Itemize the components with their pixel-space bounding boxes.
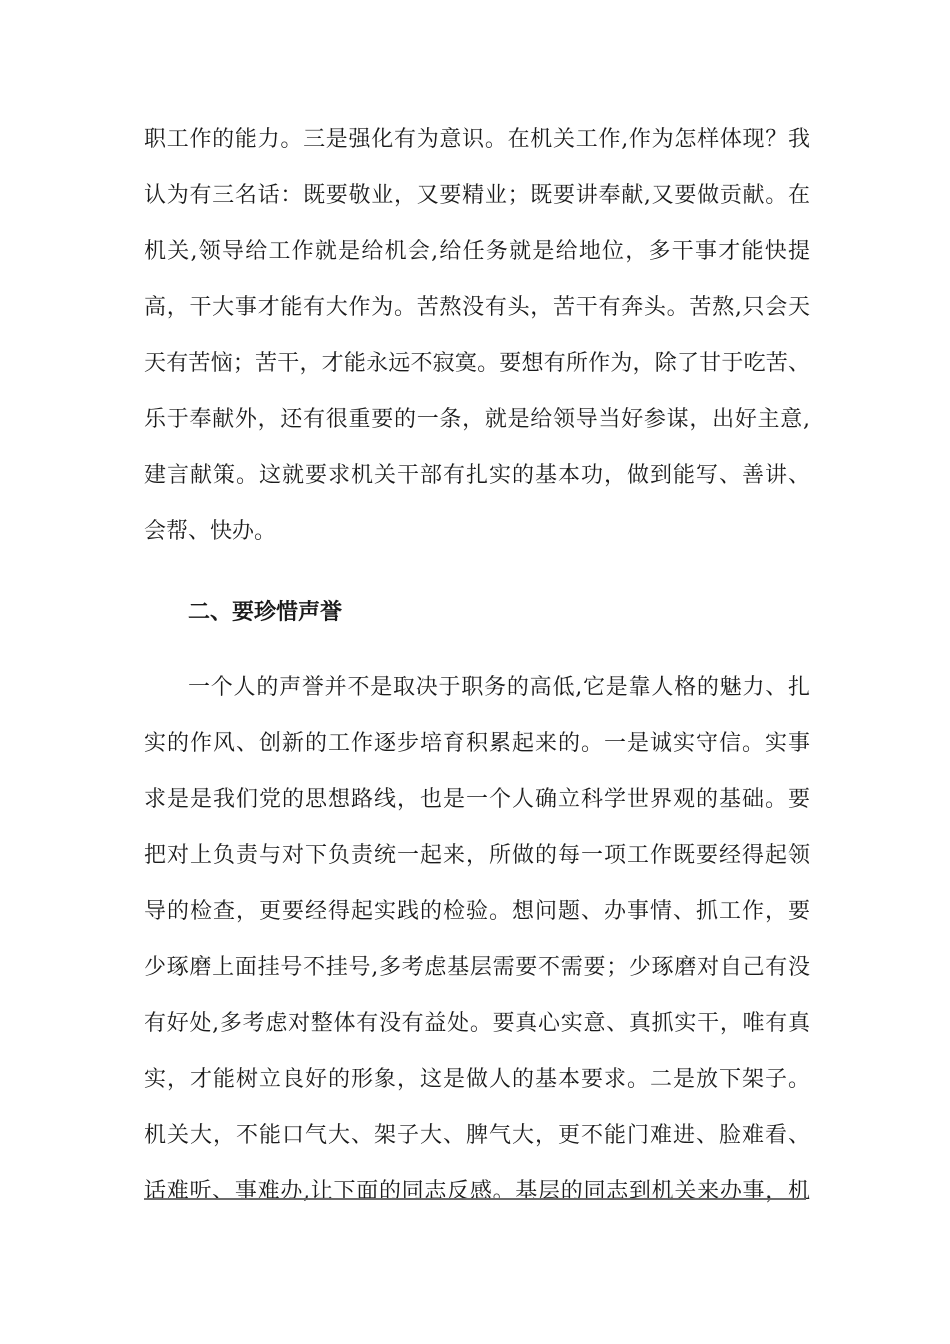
paragraph-continued [144, 112, 810, 560]
document-body [144, 112, 810, 1220]
page-bottom-rule [144, 1198, 806, 1200]
text-line: 高，干大事才能有大作为。苦熬没有头，苦干有奔头。苦熬,只会天 [144, 295, 810, 320]
text-line: 把对上负责与对下负责统一起来，所做的每一项工作既要经得起领 [144, 843, 810, 868]
text-line: 实的作风、创新的工作逐步培育积累起来的。一是诚实守信。实事 [144, 731, 810, 756]
text-line: 会帮、快办。 [144, 519, 277, 544]
spacer [144, 640, 810, 660]
text-line: 认为有三名话：既要敬业，又要精业；既要讲奉献,又要做贡献。在 [144, 183, 810, 208]
text-line: 职工作的能力。三是强化有为意识。在机关工作,作为怎样体现？我 [144, 127, 810, 152]
paragraph [144, 660, 810, 1220]
text-line: 机关大，不能口气大、架子大、脾气大，更不能门难进、脸难看、 [144, 1123, 810, 1148]
text-line: 求是是我们党的思想路线，也是一个人确立科学世界观的基础。要 [144, 787, 810, 812]
text-line: 有好处,多考虑对整体有没有益处。要真心实意、真抓实干，唯有真 [144, 1011, 810, 1036]
text-line: 建言献策。这就要求机关干部有扎实的基本功，做到能写、善讲、 [144, 463, 810, 488]
spacer [144, 560, 810, 584]
text-line: 机关,领导给工作就是给机会,给任务就是给地位，多干事才能快提 [144, 239, 810, 264]
text-line: 少琢磨上面挂号不挂号,多考虑基层需要不需要；少琢磨对自己有没 [144, 955, 810, 980]
text-line: 导的检查，更要经得起实践的检验。想问题、办事情、抓工作，要 [144, 899, 810, 924]
text-line: 天有苦恼；苦干，才能永远不寂寞。要想有所作为，除了甘于吃苦、 [144, 351, 810, 376]
text-line: 实，才能树立良好的形象，这是做人的基本要求。二是放下架子。 [144, 1067, 810, 1092]
section-heading: 二、要珍惜声誉 [188, 599, 343, 625]
text-line: 话难听、事难办,让下面的同志反感。基层的同志到机关来办事，机 [144, 1179, 810, 1204]
text-line: 乐于奉献外，还有很重要的一条，就是给领导当好参谋，出好主意, [144, 407, 810, 432]
text-line: 一个人的声誉并不是取决于职务的高低,它是靠人格的魅力、扎 [188, 675, 810, 700]
